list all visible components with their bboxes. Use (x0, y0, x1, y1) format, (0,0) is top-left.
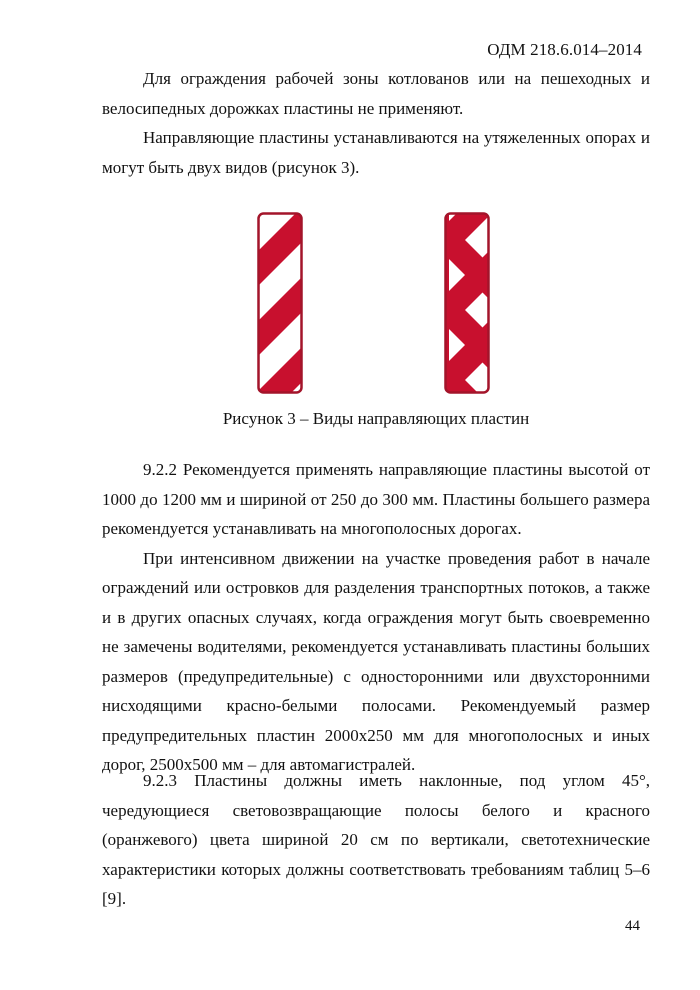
paragraph-guide-plates: Направляющие пластины устанавливаются на утяжеленных опорах и могут быть двух видов (рисунок 3). (102, 128, 650, 177)
guide-plate-chevron (444, 212, 490, 394)
paragraph-9-2-2: 9.2.2 Рекомендуется применять направляющие пластины высотой от 1000 до 1200 мм и шириной от 250 до 300 мм. Пластины большего размера рекомендуется устанавливать на многополосных дорогах. (102, 460, 650, 538)
paragraph-9-2-3: 9.2.3 Пластины должны иметь наклонные, под углом 45°, чередующиеся световозвращающие полосы белого и красного (оранжевого) цвета шириной 20 см по вертикали, светотехнические характеристики которых должны соответствовать требованиям таблиц 5–6 [9]. (102, 771, 650, 908)
paragraph-block-guide (102, 123, 650, 182)
guide-plate-diagonal (257, 212, 303, 394)
section-9-2-2 (102, 455, 650, 780)
figure-caption: Рисунок 3 – Виды направляющих пластин (222, 409, 530, 428)
figure-guide-plates (0, 205, 700, 400)
paragraph-fencing: Для ограждения рабочей зоны котлованов или на пешеходных и велосипедных дорожках пластины не применяют. (102, 69, 650, 118)
page-number: 44 (625, 918, 640, 934)
document-code: ОДМ 218.6.014–2014 (487, 40, 642, 59)
paragraph-intensive-traffic: При интенсивном движении на участке проведения работ в начале ограждений или островков для разделения транспортных потоков, а также и в других опасных случаях, когда ограждения могут быть своевременно не замечены водителями, рекомендуется устанавливать пластины больших размеров (предупредительные) с односторонними или двухсторонними нисходящими красно-белыми полосами. Рекомендуемый размер предупредительных пластин 2000х250 мм для многополосных и иных дорог, 2500х500 мм – для автомагистралей. (102, 548, 650, 774)
paragraph-block-top (102, 64, 650, 123)
section-9-2-3 (102, 766, 650, 914)
